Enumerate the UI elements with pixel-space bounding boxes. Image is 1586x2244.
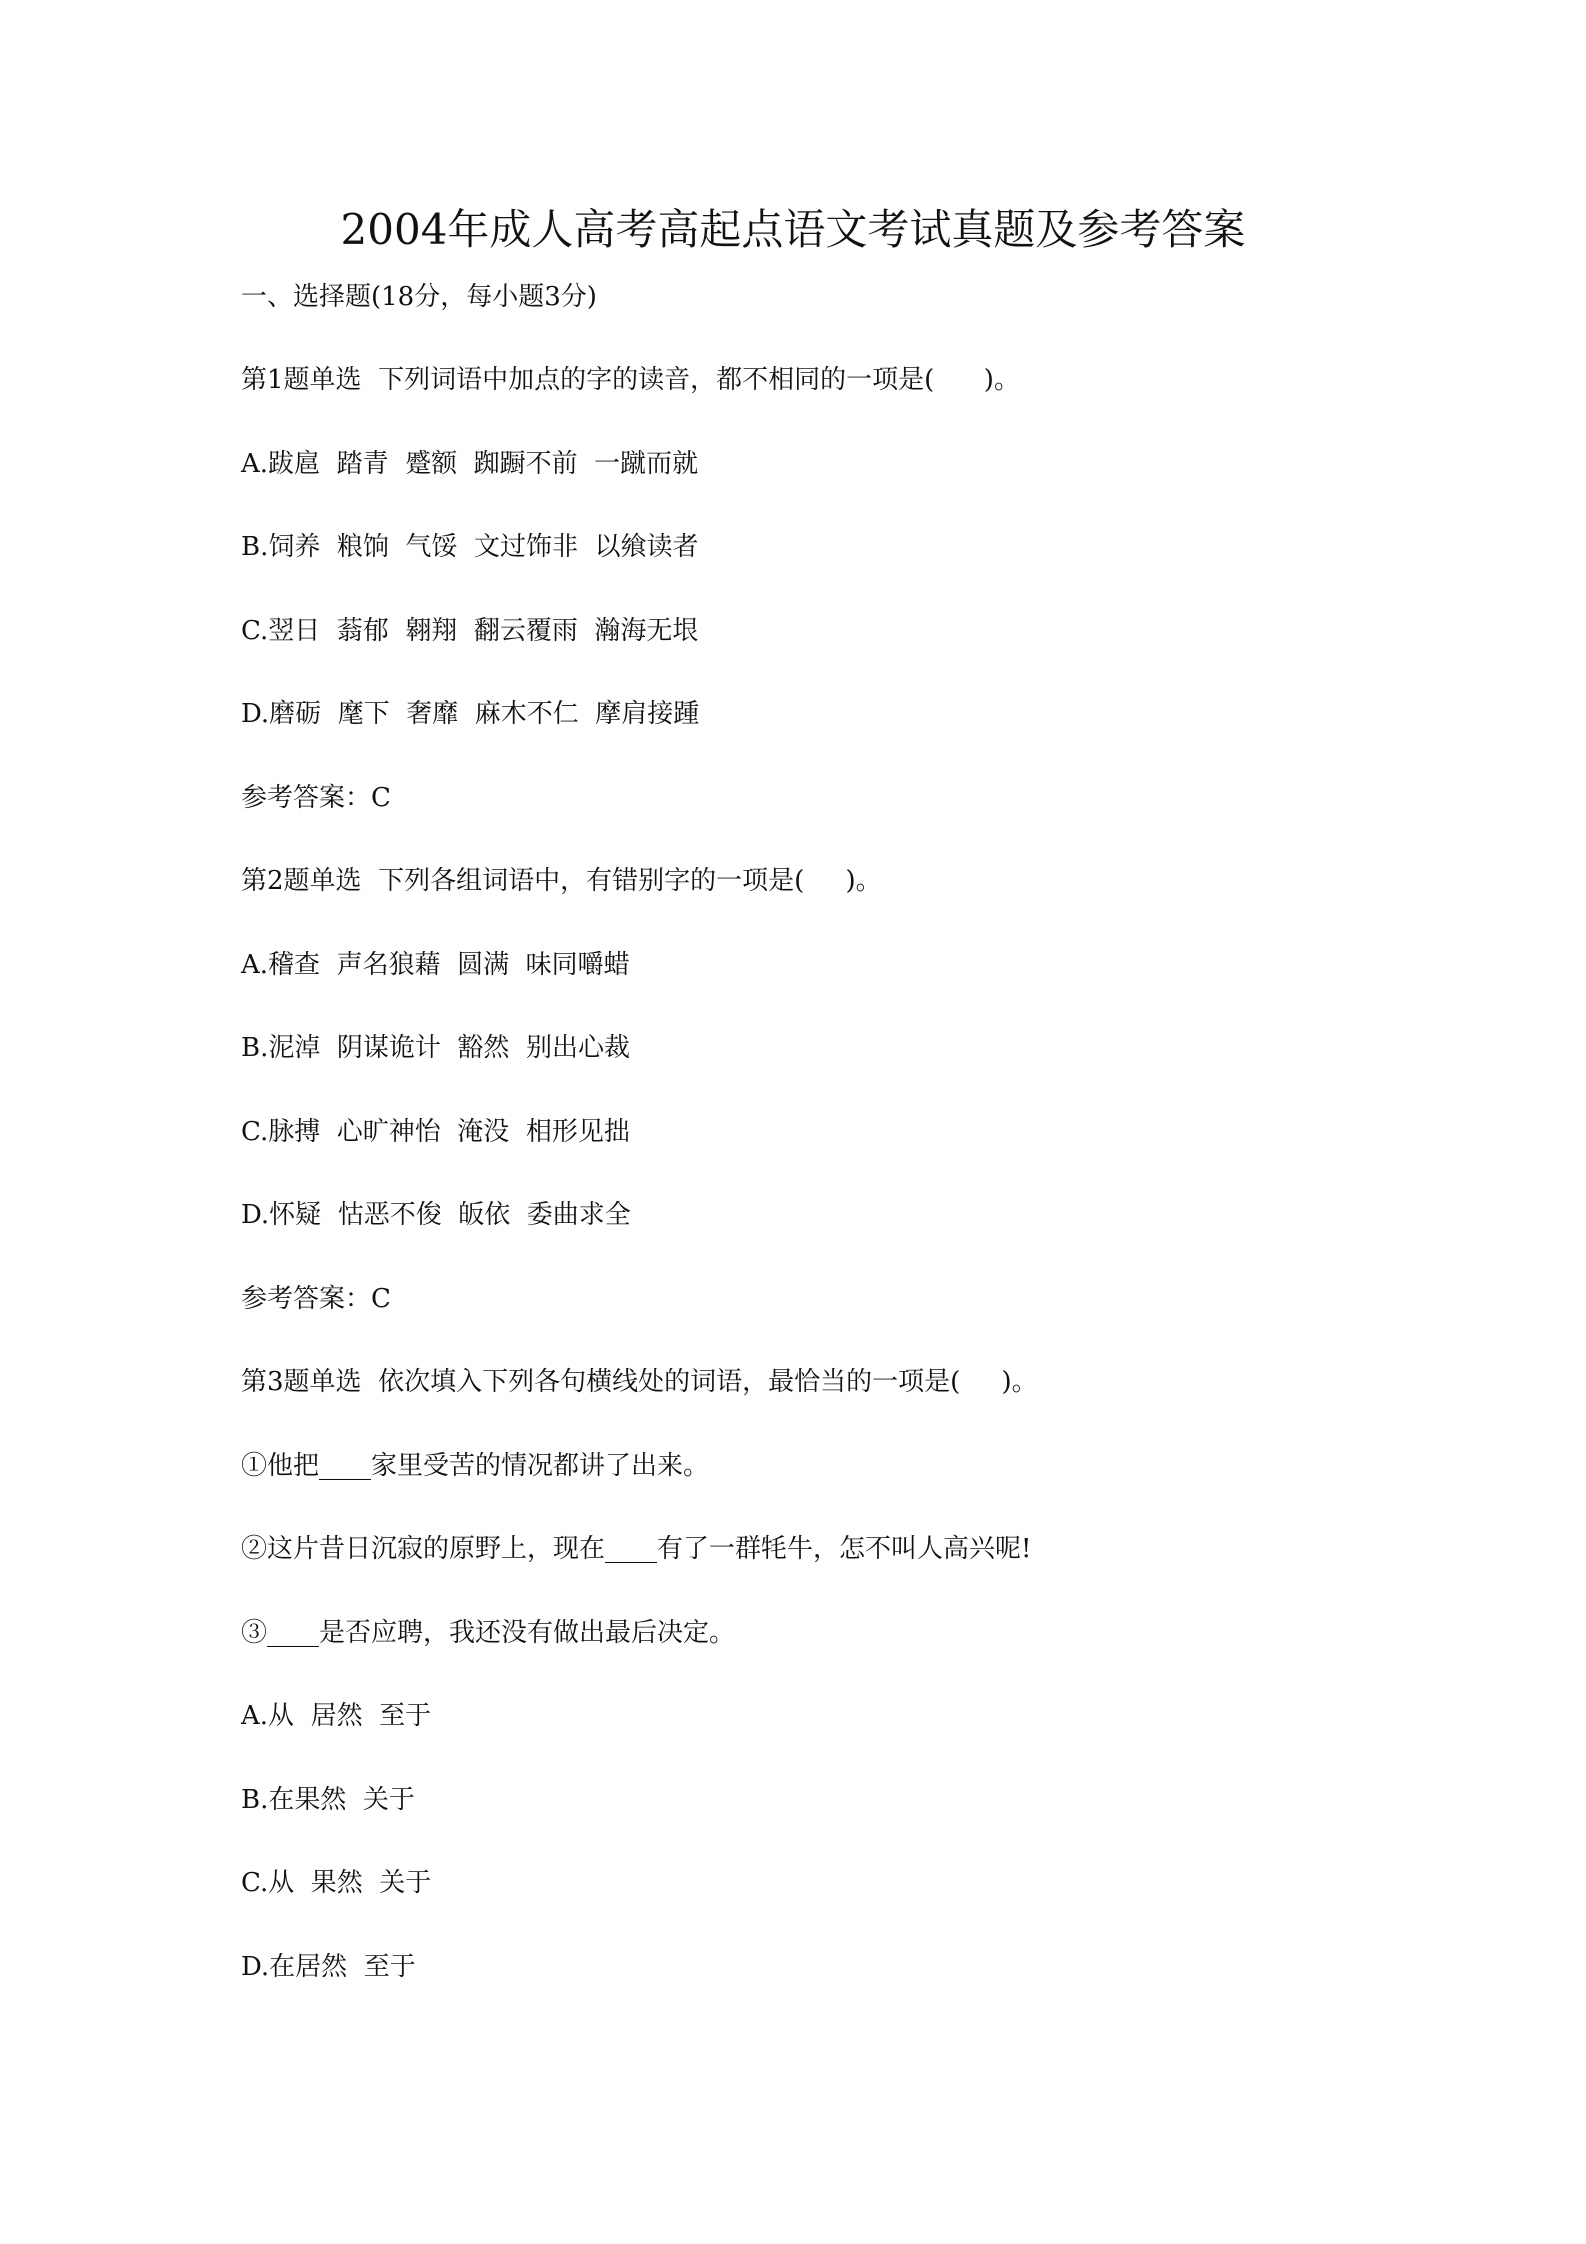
question-1-option-b: B.饲养 粮饷 气馁 文过饰非 以飨读者 (241, 532, 699, 562)
question-2-stem: 第2题单选 下列各组词语中，有错别字的一项是( )。 (241, 866, 882, 896)
question-2-option-a: A.稽查 声名狼藉 圆满 味同嚼蜡 (241, 950, 630, 980)
question-1-option-a: A.跋扈 踏青 蹙额 踟蹰不前 一蹴而就 (241, 449, 699, 479)
question-3-option-d: D.在居然 至于 (241, 1952, 416, 1982)
question-2-option-b: B.泥淖 阴谋诡计 豁然 别出心裁 (241, 1033, 630, 1063)
question-3-sentence-1: ①他把____家里受苦的情况都讲了出来。 (241, 1451, 710, 1481)
question-2-option-d: D.怀疑 怙恶不俊 皈依 委曲求全 (241, 1200, 631, 1230)
document-title: 2004年成人高考高起点语文考试真题及参考答案 (340, 205, 1246, 254)
question-3-stem: 第3题单选 依次填入下列各句横线处的词语，最恰当的一项是( )。 (241, 1367, 1038, 1397)
question-3-sentence-3: ③____是否应聘，我还没有做出最后决定。 (241, 1618, 736, 1648)
question-1-option-c: C.翌日 蓊郁 翱翔 翻云覆雨 瀚海无垠 (241, 616, 699, 646)
question-1-stem: 第1题单选 下列词语中加点的字的读音，都不相同的一项是( )。 (241, 365, 1020, 395)
section-heading: 一、选择题(18分，每小题3分) (241, 282, 597, 312)
question-3-sentence-2: ②这片昔日沉寂的原野上，现在____有了一群牦牛，怎不叫人高兴呢! (241, 1534, 1032, 1564)
question-2-answer: 参考答案：C (241, 1284, 391, 1314)
question-3-option-b: B.在果然 关于 (241, 1785, 415, 1815)
question-2-option-c: C.脉搏 心旷神怡 淹没 相形见拙 (241, 1117, 630, 1147)
question-1-answer: 参考答案：C (241, 783, 391, 813)
question-3-option-a: A.从 居然 至于 (241, 1701, 432, 1731)
question-3-option-c: C.从 果然 关于 (241, 1868, 432, 1898)
question-1-option-d: D.磨砺 麾下 奢靡 麻木不仁 摩肩接踵 (241, 699, 700, 729)
